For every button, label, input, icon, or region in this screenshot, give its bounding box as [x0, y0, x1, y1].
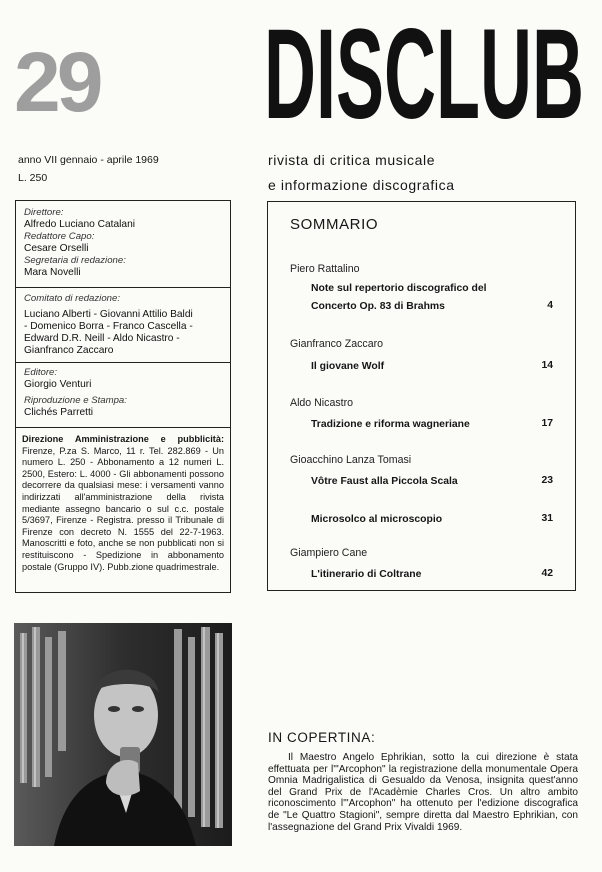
entry-author: Piero Rattalino [290, 263, 360, 275]
entry-page: 31 [541, 513, 553, 524]
direttore-role: Direttore: [24, 207, 64, 218]
cover-caption-text: Il Maestro Angelo Ephrikian, sotto la cui direzione è stata effettuata per l'"Arcophon" la registrazione della monumentale Opera Omnia Madrigalistica di Gesualdo da Venosa, insignita quest'anno del Grand Prix de l'Acadèmie Charles Cros. Un altro ambito riconoscimento l'"Arcophon" ha ottenuto per l'edizione discografica de "Le Quattro Stagioni", sempre diretta dal Maestro Ephrikian, con l'assegnazione del Grand Prix Vivaldi 1969. [268, 752, 578, 833]
divider [16, 362, 230, 363]
entry-page: 14 [541, 360, 553, 371]
direzione-paragraph [22, 434, 224, 573]
direttore-name: Alfredo Luciano Catalani [24, 219, 136, 230]
comitato-line: Gianfranco Zaccaro [24, 345, 114, 356]
entry-page: 23 [541, 475, 553, 486]
entry-article: Tradizione e riforma wagneriane [311, 419, 470, 430]
riproduzione-name: Clichés Parretti [24, 407, 94, 418]
divider [16, 427, 230, 428]
editore-section [24, 367, 224, 419]
masthead-logo [262, 3, 586, 146]
comitato-section [24, 293, 224, 357]
entry-author: Gianfranco Zaccaro [290, 338, 384, 350]
entry-author: Aldo Nicastro [290, 397, 353, 409]
comitato-line: Luciano Alberti - Giovanni Attilio Baldi [24, 309, 193, 320]
redattore-role: Redattore Capo: [24, 231, 95, 242]
sommario-box [267, 201, 576, 591]
staff-box [15, 200, 231, 593]
issue-date: anno VII gennaio - aprile 1969 [18, 154, 159, 166]
entry-author: Giampiero Cane [290, 547, 368, 559]
entry-page: 4 [547, 300, 553, 311]
issue-number: 29 [14, 35, 100, 129]
entry-article: Microsolco al microscopio [311, 514, 443, 525]
comitato-line: - Domenico Borra - Franco Cascella - [24, 321, 193, 332]
entry-article: Note sul repertorio discografico del [311, 283, 487, 294]
redattore-name: Cesare Orselli [24, 243, 89, 254]
editore-role: Editore: [24, 367, 58, 378]
entry-article: Concerto Op. 83 di Brahms [311, 301, 445, 312]
comitato-line: Edward D.R. Neill - Aldo Nicastro - [24, 333, 180, 344]
masthead-title: DISCLUB [264, 3, 584, 146]
entry-author: Gioacchino Lanza Tomasi [290, 454, 412, 466]
subtitle-line-1: rivista di critica musicale [268, 152, 436, 168]
entry-page: 42 [541, 568, 553, 579]
comitato-role: Comitato di redazione: [24, 293, 120, 304]
entry-article: Il giovane Wolf [311, 361, 385, 372]
subtitle-line-2: e informazione discografica [268, 177, 455, 193]
direzione-lead: Direzione Amministrazione e pubblicità: [22, 434, 224, 444]
entry-page: 17 [541, 418, 553, 429]
editore-name: Giorgio Venturi [24, 379, 92, 390]
sommario-title: SOMMARIO [290, 216, 379, 233]
cover-caption-title: IN COPERTINA: [268, 730, 376, 745]
direzione-text: Firenze, P.za S. Marco, 11 r. Tel. 282.869 - Un numero L. 250 - Abbonamento a 12 numeri L. 2500, Estero: L. 4000 - Gli abbonamenti possono decorrere da qualsiasi mese: i versamenti vanno indirizzati all'amministrazione della rivista mediante assegno bancario o sul c.c. postale 5/3697, Firenze - Registra. presso il Tribunale di Firenze con decreto N. 1555 del 22-7-1963. Manoscritti e foto, anche se non pubblicati non si restituiscono - Spedizione in abbonamento postale (Gruppo IV). Pubb.zione quadrimestrale. [22, 445, 224, 572]
segretaria-name: Mara Novelli [24, 267, 81, 278]
entry-article: L'itinerario di Coltrane [311, 569, 422, 580]
riproduzione-role: Riproduzione e Stampa: [24, 395, 127, 406]
issue-price: L. 250 [18, 172, 48, 184]
entry-article: Vôtre Faust alla Piccola Scala [311, 476, 458, 487]
cover-photo [14, 623, 232, 846]
segretaria-role: Segretaria di redazione: [24, 255, 126, 266]
divider [16, 287, 230, 288]
direttore-section [24, 207, 224, 279]
